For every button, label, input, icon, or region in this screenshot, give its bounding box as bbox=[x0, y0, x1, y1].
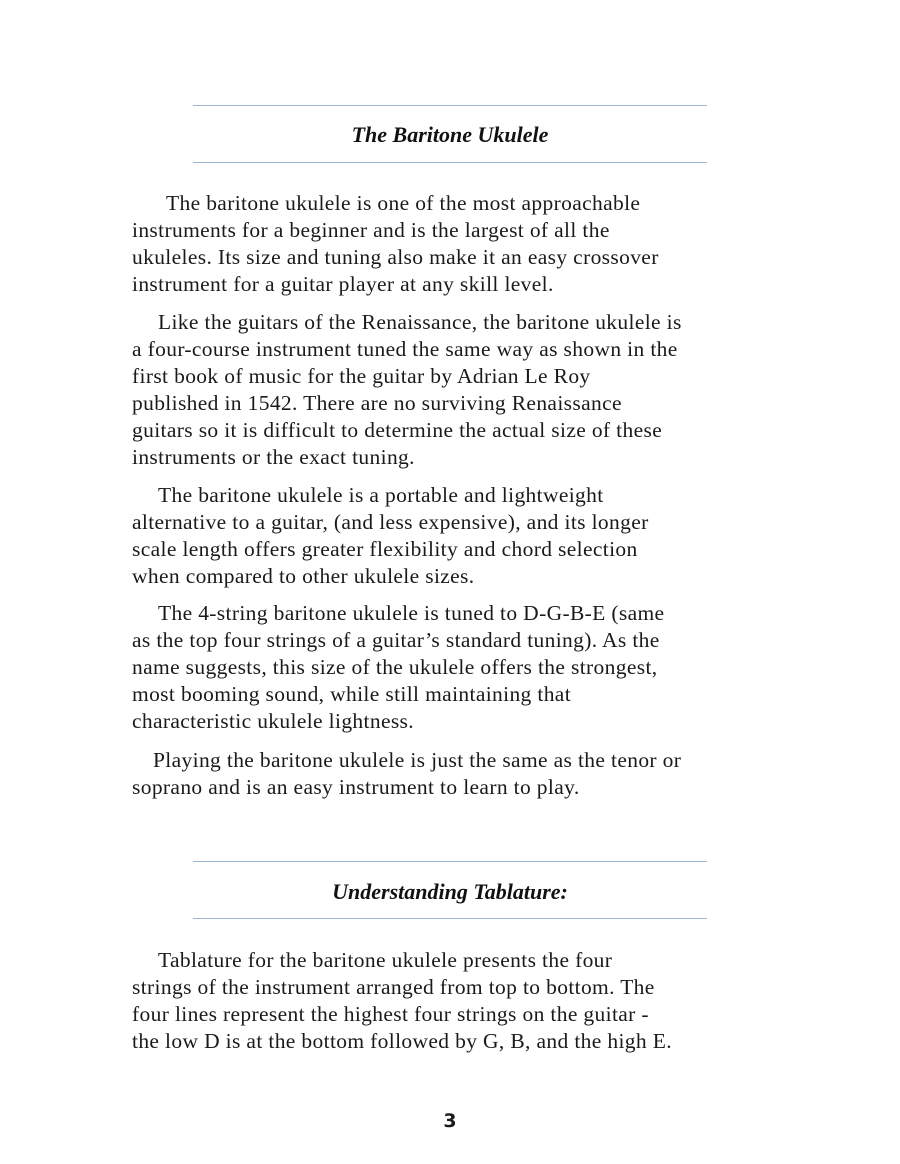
page-number: 3 bbox=[443, 1110, 457, 1132]
section-heading-understanding-tablature: Understanding Tablature: bbox=[332, 879, 568, 904]
paragraph-tuning: The 4-string baritone ukulele is tuned to D-G-B-E (same as the top four strings of a guitar’s standard tuning). As the name suggests, this size of the ukulele offers the strongest, most booming sound, while still maintaining that characteristic ukulele lightness. bbox=[132, 601, 665, 733]
paragraph-tablature: Tablature for the baritone ukulele presents the four strings of the instrument arranged from top to bottom. The four lines represent the highest four strings on the guitar - the low D is at the bottom followed by G, B, and the high E. bbox=[132, 948, 672, 1053]
heading-rule-top bbox=[193, 105, 707, 106]
section-heading-baritone-ukulele: The Baritone Ukulele bbox=[351, 122, 549, 147]
paragraph-playing: Playing the baritone ukulele is just the same as the tenor or soprano and is an easy instrument to learn to play. bbox=[132, 748, 682, 799]
paragraph-portable: The baritone ukulele is a portable and lightweight alternative to a guitar, (and less expensive), and its longer scale length offers greater flexibility and chord selection when compared to other ukulele sizes. bbox=[132, 483, 649, 588]
heading-rule-top bbox=[193, 861, 707, 862]
paragraph-intro: The baritone ukulele is one of the most approachable instruments for a beginner and is the largest of all the ukuleles. Its size and tuning also make it an easy crossover instrument for a guitar player at any skill level. bbox=[132, 191, 659, 296]
heading-rule-bottom bbox=[193, 918, 707, 919]
paragraph-renaissance: Like the guitars of the Renaissance, the baritone ukulele is a four-course instrument tuned the same way as shown in the first book of music for the guitar by Adrian Le Roy published in 1542. There are no surviving Renaissance guitars so it is difficult to determine the actual size of these instruments or the exact tuning. bbox=[132, 310, 682, 469]
heading-rule-bottom bbox=[193, 162, 707, 163]
